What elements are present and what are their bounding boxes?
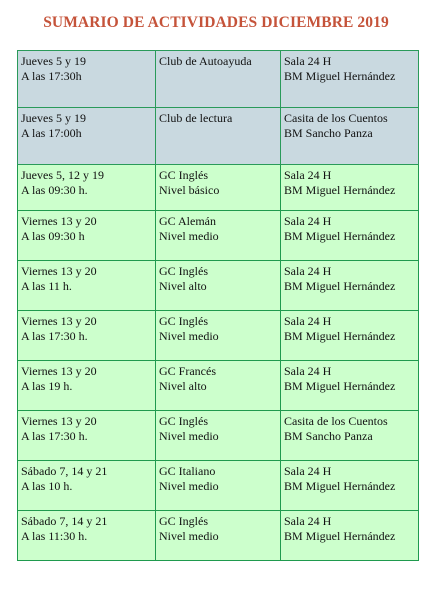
location-cell-line: BM Sancho Panza <box>284 126 373 140</box>
date-time-cell-line: Sábado 7, 14 y 21 <box>21 464 108 478</box>
date-time-cell-line: Jueves 5 y 19 <box>21 111 86 125</box>
table-row <box>18 311 419 361</box>
table-row <box>18 211 419 261</box>
date-time-cell-line: Viernes 13 y 20 <box>21 214 97 228</box>
location-cell <box>281 361 419 411</box>
activity-cell <box>156 461 281 511</box>
date-time-cell <box>18 211 156 261</box>
location-cell-line: Sala 24 H <box>284 264 332 278</box>
activity-cell-line: Nivel básico <box>159 183 220 197</box>
activity-cell-line: Club de lectura <box>159 111 233 125</box>
date-time-cell-line: Sábado 7, 14 y 21 <box>21 514 108 528</box>
date-time-cell-line: A las 09:30 h <box>21 229 85 243</box>
activity-cell <box>156 511 281 561</box>
location-cell-line: Sala 24 H <box>284 314 332 328</box>
activity-cell-line: GC Inglés <box>159 168 208 182</box>
date-time-cell-line: Jueves 5, 12 y 19 <box>21 168 104 182</box>
location-cell <box>281 211 419 261</box>
activity-cell-line: Nivel alto <box>159 379 207 393</box>
page-title: SUMARIO DE ACTIVIDADES DICIEMBRE 2019 <box>43 14 389 31</box>
activity-cell <box>156 411 281 461</box>
date-time-cell-line: A las 10 h. <box>21 479 73 493</box>
date-time-cell <box>18 261 156 311</box>
activities-table-body <box>18 51 419 561</box>
location-cell-line: Sala 24 H <box>284 54 332 68</box>
location-cell-line: BM Miguel Hernández <box>284 69 396 83</box>
activity-cell-line: Nivel alto <box>159 279 207 293</box>
location-cell <box>281 461 419 511</box>
activity-cell <box>156 108 281 165</box>
activity-cell-line: GC Francés <box>159 364 216 378</box>
activity-cell-line: Nivel medio <box>159 479 219 493</box>
date-time-cell <box>18 311 156 361</box>
location-cell-line: Sala 24 H <box>284 464 332 478</box>
table-row <box>18 165 419 211</box>
activity-cell-line: Nivel medio <box>159 529 219 543</box>
date-time-cell-line: Viernes 13 y 20 <box>21 264 97 278</box>
location-cell-line: BM Miguel Hernández <box>284 329 396 343</box>
date-time-cell-line: Viernes 13 y 20 <box>21 314 97 328</box>
date-time-cell <box>18 361 156 411</box>
location-cell-line: BM Miguel Hernández <box>284 229 396 243</box>
table-row <box>18 511 419 561</box>
date-time-cell-line: A las 17:30 h. <box>21 329 88 343</box>
activity-cell <box>156 311 281 361</box>
date-time-cell-line: A las 11:30 h. <box>21 529 88 543</box>
location-cell <box>281 411 419 461</box>
date-time-cell-line: A las 09:30 h. <box>21 183 88 197</box>
location-cell-line: BM Miguel Hernández <box>284 529 396 543</box>
activity-cell <box>156 261 281 311</box>
date-time-cell-line: A las 11 h. <box>21 279 72 293</box>
location-cell-line: Sala 24 H <box>284 214 332 228</box>
activities-table <box>17 50 419 561</box>
date-time-cell <box>18 108 156 165</box>
date-time-cell-line: Jueves 5 y 19 <box>21 54 86 68</box>
activity-cell-line: GC Italiano <box>159 464 216 478</box>
location-cell-line: BM Miguel Hernández <box>284 183 396 197</box>
activity-cell-line: Club de Autoayuda <box>159 54 252 68</box>
location-cell <box>281 311 419 361</box>
activity-cell <box>156 361 281 411</box>
activity-cell-line: GC Inglés <box>159 314 208 328</box>
activity-cell-line: GC Alemán <box>159 214 216 228</box>
table-row <box>18 108 419 165</box>
date-time-cell-line: Viernes 13 y 20 <box>21 364 97 378</box>
location-cell <box>281 51 419 108</box>
date-time-cell <box>18 51 156 108</box>
date-time-cell <box>18 411 156 461</box>
activity-cell-line: Nivel medio <box>159 229 219 243</box>
location-cell-line: BM Miguel Hernández <box>284 479 396 493</box>
date-time-cell <box>18 461 156 511</box>
location-cell-line: BM Sancho Panza <box>284 429 373 443</box>
date-time-cell-line: A las 17:30h <box>21 69 82 83</box>
activity-cell-line: GC Inglés <box>159 264 208 278</box>
table-row <box>18 461 419 511</box>
activity-cell-line: Nivel medio <box>159 329 219 343</box>
activity-cell <box>156 165 281 211</box>
table-row <box>18 51 419 108</box>
location-cell-line: BM Miguel Hernández <box>284 279 396 293</box>
date-time-cell-line: Viernes 13 y 20 <box>21 414 97 428</box>
date-time-cell-line: A las 17:30 h. <box>21 429 88 443</box>
date-time-cell-line: A las 19 h. <box>21 379 73 393</box>
date-time-cell <box>18 165 156 211</box>
activity-cell <box>156 211 281 261</box>
activity-cell-line: GC Inglés <box>159 514 208 528</box>
table-row <box>18 411 419 461</box>
location-cell <box>281 165 419 211</box>
table-row <box>18 361 419 411</box>
location-cell-line: Sala 24 H <box>284 514 332 528</box>
activity-cell-line: GC Inglés <box>159 414 208 428</box>
location-cell-line: Sala 24 H <box>284 364 332 378</box>
date-time-cell-line: A las 17:00h <box>21 126 82 140</box>
location-cell-line: Casita de los Cuentos <box>284 111 388 125</box>
location-cell-line: Casita de los Cuentos <box>284 414 388 428</box>
date-time-cell <box>18 511 156 561</box>
activity-cell-line: Nivel medio <box>159 429 219 443</box>
activity-cell <box>156 51 281 108</box>
location-cell <box>281 108 419 165</box>
location-cell-line: Sala 24 H <box>284 168 332 182</box>
location-cell <box>281 261 419 311</box>
table-row <box>18 261 419 311</box>
location-cell-line: BM Miguel Hernández <box>284 379 396 393</box>
location-cell <box>281 511 419 561</box>
